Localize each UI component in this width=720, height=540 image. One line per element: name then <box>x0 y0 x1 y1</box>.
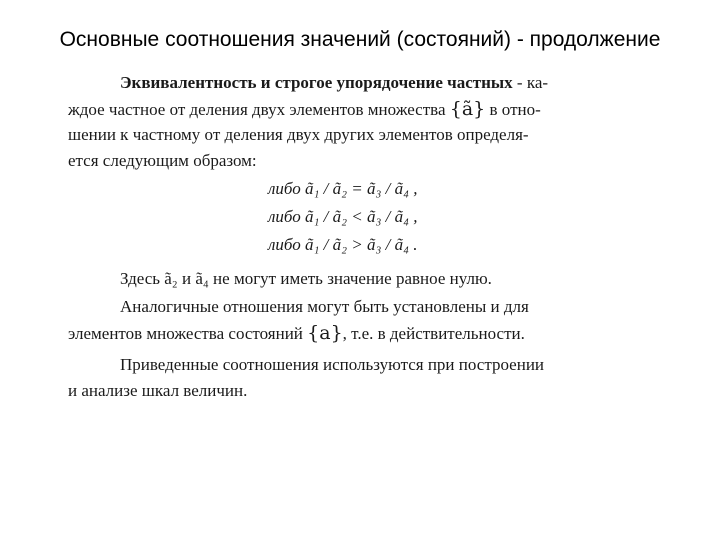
scanned-text-block <box>68 70 670 410</box>
set-a-tilde: {ã} <box>449 98 486 120</box>
paragraph-3-line-2 <box>68 320 670 347</box>
formula-greater: либо ã₁ / ã₂ > ã₃ / ã₄ . <box>268 235 418 254</box>
paragraph-1-line-4: ется следующим образом: <box>68 151 257 170</box>
paragraph-3-line-1: Аналогичные отношения могут быть установлены и для <box>120 297 529 316</box>
slide-title: Основные соотношения значений (состояний) - продолжение <box>59 28 661 51</box>
paragraph-4-line-2: и анализе шкал величин. <box>68 381 248 400</box>
text-segment: элементов множества состояний <box>68 324 308 343</box>
paragraph-1-line-1 <box>120 70 670 96</box>
set-state: {a} <box>307 322 343 344</box>
paragraph-1-line-3: шении к частному от деления двух других элементов определя- <box>68 125 529 144</box>
text-segment: , т.е. в действительности. <box>342 324 525 343</box>
paragraph-2: Здесь ã₂ и ã₄ не могут иметь значение равное нулю. <box>120 269 492 288</box>
paragraph-1-line-2 <box>68 96 670 123</box>
formula-less: либо ã₁ / ã₂ < ã₃ / ã₄ , <box>268 207 418 226</box>
text-segment: в отно- <box>485 100 541 119</box>
formula-equal: либо ã₁ / ã₂ = ã₃ / ã₄ , <box>268 179 418 198</box>
definition-term: Эквивалентность и строгое упорядочение частных <box>120 73 513 92</box>
paragraph-4-line-1: Приведенные соотношения используются при построении <box>120 355 545 374</box>
definition-dash: - ка- <box>512 73 549 92</box>
text-segment: ждое частное от деления двух элементов множества <box>68 100 450 119</box>
